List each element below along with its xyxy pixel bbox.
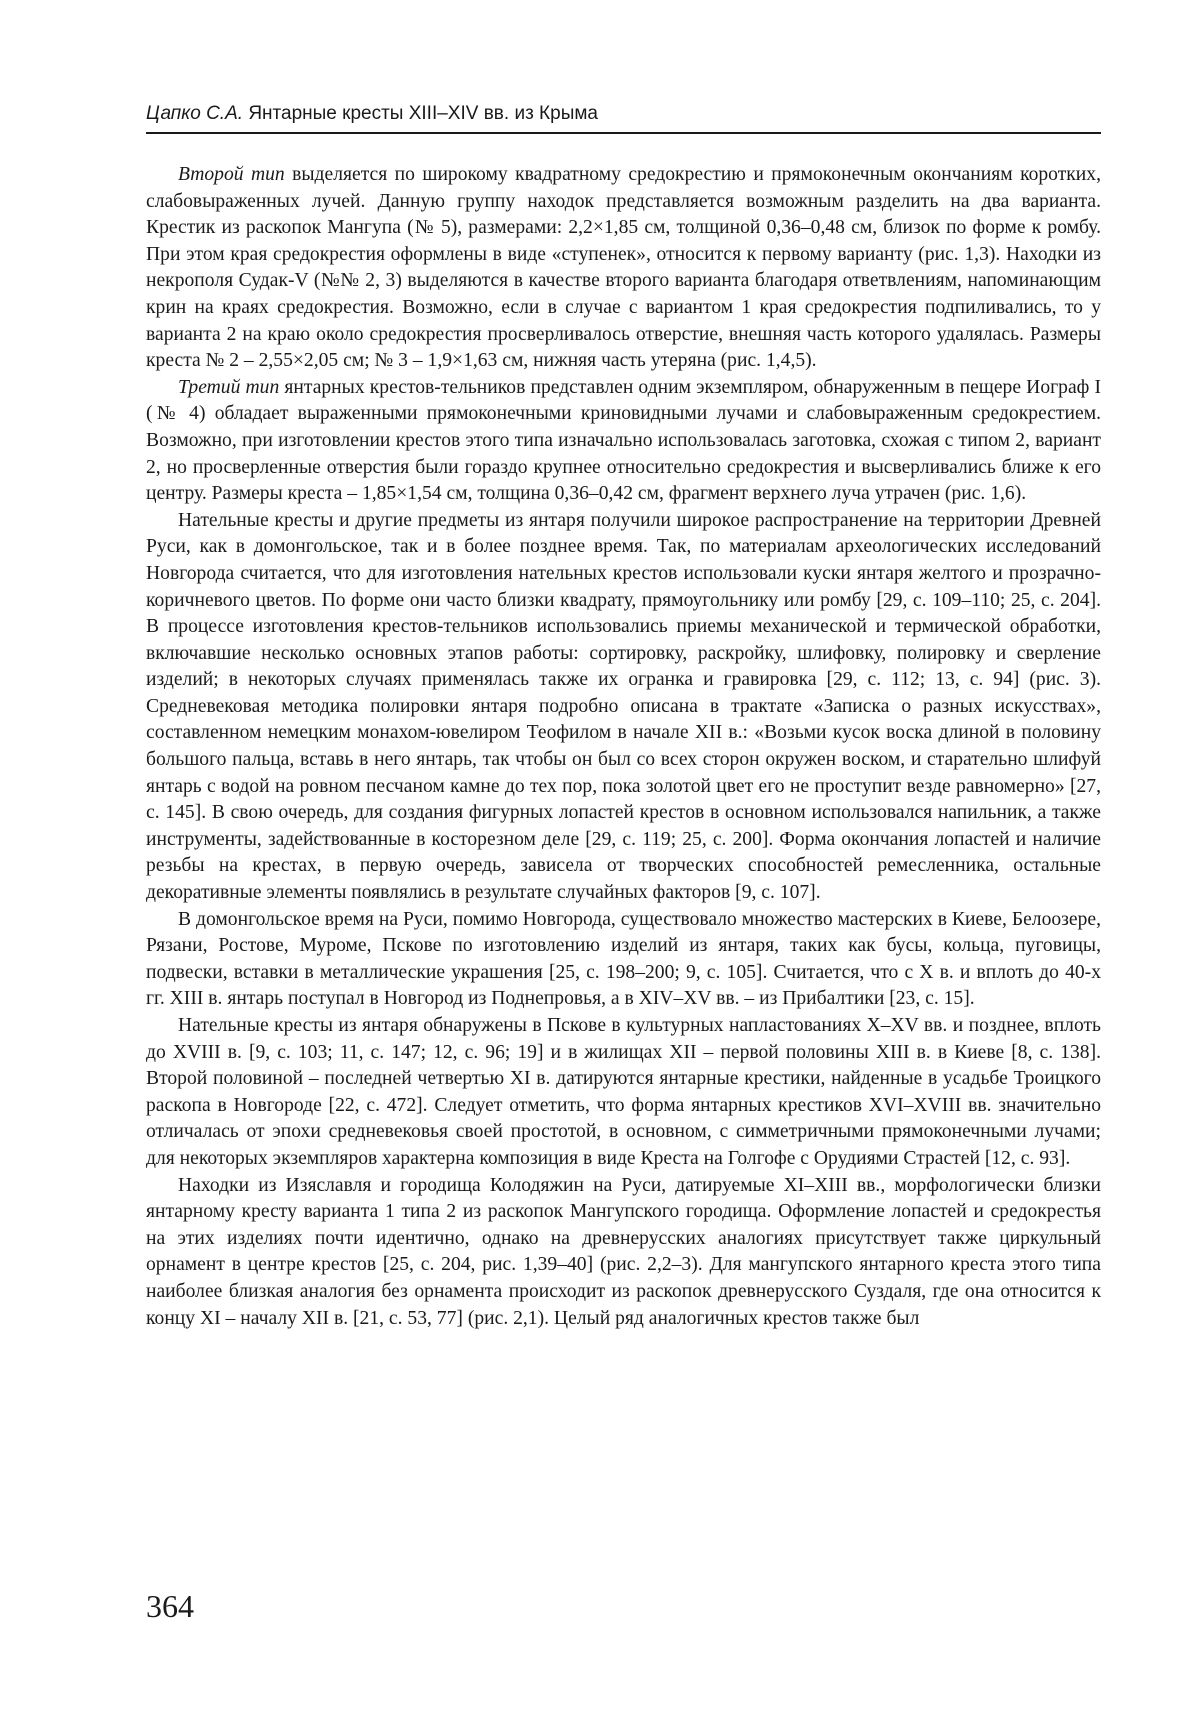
paragraph-lead: Третий тип [178, 376, 280, 398]
paragraph-text: янтарных крестов-тельников представлен одним экземпляром, обнаруженным в пещере Иограф I (№ 4) обладает выраженными прямоконечными криновидными лучами и слабовыраженным средокрестием. Возможно, при изготовлении крестов этого типа изначально использовалась заготовка, схожая с типом 2, вариант 2, но просверленные отверстия были гораздо крупнее относительно средокрестия и высверливались ближе к его центру. Размеры креста – 1,85×1,54 см, толщина 0,36–0,42 см, фрагмент верхнего луча утрачен (рис. 1,6). [146, 376, 1101, 505]
paragraph-type-2 [146, 162, 1101, 375]
paragraph-text: Находки из Изяславля и городища Колодяжин на Руси, датируемые XI–XIII вв., морфологически близки янтарному кресту варианта 1 типа 2 из раскопок Мангупского городища. Оформление лопастей и средокрестья на этих изделиях почти идентично, однако на древнерусских аналогиях присутствует также циркульный орнамент в центре крестов [25, с. 204, рис. 1,39–40] (рис. 2,2–3). Для мангупского янтарного креста этого типа наиболее близкая аналогия без орнамента происходит из раскопок древнерусского Суздаля, где она относится к концу XI – началу XII в. [21, с. 53, 77] (рис. 2,1). Целый ряд аналогичных крестов также был [146, 1174, 1101, 1329]
paragraph-text: В домонгольское время на Руси, помимо Новгорода, существовало множество мастерских в Киеве, Белоозере, Рязани, Ростове, Муроме, Пскове по изготовлению изделий из янтаря, таких как бусы, кольца, пуговицы, подвески, вставки в металлические украшения [25, с. 198–200; 9, с. 105]. Считается, что с X в. и вплоть до 40-х гг. XIII в. янтарь поступал в Новгород из Поднепровья, а в XIV–XV вв. – из Прибалтики [23, с. 15]. [146, 908, 1101, 1010]
paragraph-workshops [146, 907, 1101, 1013]
paragraph-analogies [146, 1173, 1101, 1333]
article-body [146, 162, 1101, 1332]
paragraph-type-3 [146, 375, 1101, 508]
page-number: 364 [146, 1588, 194, 1624]
paragraph-text: выделяется по широкому квадратному средокрестию и прямоконечным окончаниям коротких, слабовыраженных лучей. Данную группу находок представляется возможным разделить на два варианта. Крестик из раскопок Мангупа (№ 5), размерами: 2,2×1,85 см, толщиной 0,36–0,48 см, близок по форме к ромбу. При этом края средокрестия оформлены в виде «ступенек», относится к первому варианту (рис. 1,3). Находки из некрополя Судак-V (№№ 2, 3) выделяются в качестве второго варианта благодаря ответвлениям, напоминающим крин на краях средокрестия. Возможно, если в случае с вариантом 1 края средокрестия подпиливались, то у варианта 2 на краю около средокрестия просверливалось отверстие, внешняя часть которого удалялась. Размеры креста № 2 – 2,55×2,05 см; № 3 – 1,9×1,63 см, нижняя часть утеряна (рис. 1,4,5). [146, 164, 1101, 372]
paragraph-text: Нательные кресты из янтаря обнаружены в Пскове в культурных напластованиях X–XV вв. и позднее, вплоть до XVIII в. [9, с. 103; 11, с. 147; 12, с. 96; 19] и в жилищах XII – первой половины XIII в. в Киеве [8, с. 138]. Второй половиной – последней четвертью XI в. датируются янтарные крестики, найденные в усадьбе Троицкого раскопа в Новгороде [22, с. 472]. Следует отметить, что форма янтарных крестиков XVI–XVIII вв. значительно отличалась от эпохи средневековья своей простотой, в основном, с симметричными прямоконечными лучами; для некоторых экземпляров характерна композиция в виде Креста на Голгофе с Орудиями Страстей [12, с. 93]. [146, 1015, 1101, 1169]
paragraph-lead: Второй тип [178, 164, 285, 185]
running-header [146, 100, 1101, 134]
paragraph-pskov-finds [146, 1013, 1101, 1173]
paragraph-rus-crosses [146, 508, 1101, 907]
paragraph-text: Нательные кресты и другие предметы из янтаря получили широкое распространение на территории Древней Руси, как в домонгольское, так и в более позднее время. Так, по материалам археологических исследований Новгорода считается, что для изготовления нательных крестов использовали куски янтаря желтого и прозрачно-коричневого цветов. По форме они часто близки квадрату, прямоугольнику или ромбу [29, с. 109–110; 25, с. 204]. В процессе изготовления крестов-тельников использовались приемы механической и термической обработки, включавшие несколько основных этапов работы: сортировку, раскройку, шлифовку, полировку и сверление изделий; в некоторых случаях применялась также их огранка и гравировка [29, с. 112; 13, с. 94] (рис. 3). Средневековая методика полировки янтаря подробно описана в трактате «Записка о разных искусствах», составленном немецким монахом-ювелиром Теофилом в начале XII в.: «Возьми кусок воска длиной в половину большого пальца, вставь в него янтарь, так чтобы он был со всех сторон окружен воском, и старательно шлифуй янтарь с водой на ровном песчаном камне до тех пор, пока золотой цвет его не проступит везде равномерно» [27, с. 145]. В свою очередь, для создания фигурных лопастей крестов в основном использовался напильник, а также инструменты, задействованные в косторезном деле [29, с. 119; 25, с. 200]. Форма окончания лопастей и наличие резьбы на крестах, в первую очередь, зависела от творческих способностей ремесленника, остальные декоративные элементы появлялись в результате случайных факторов [9, с. 107]. [146, 509, 1101, 904]
header-author: Цапко С.А. [146, 103, 244, 124]
header-title: Янтарные кресты XIII–XIV вв. из Крыма [248, 103, 598, 124]
